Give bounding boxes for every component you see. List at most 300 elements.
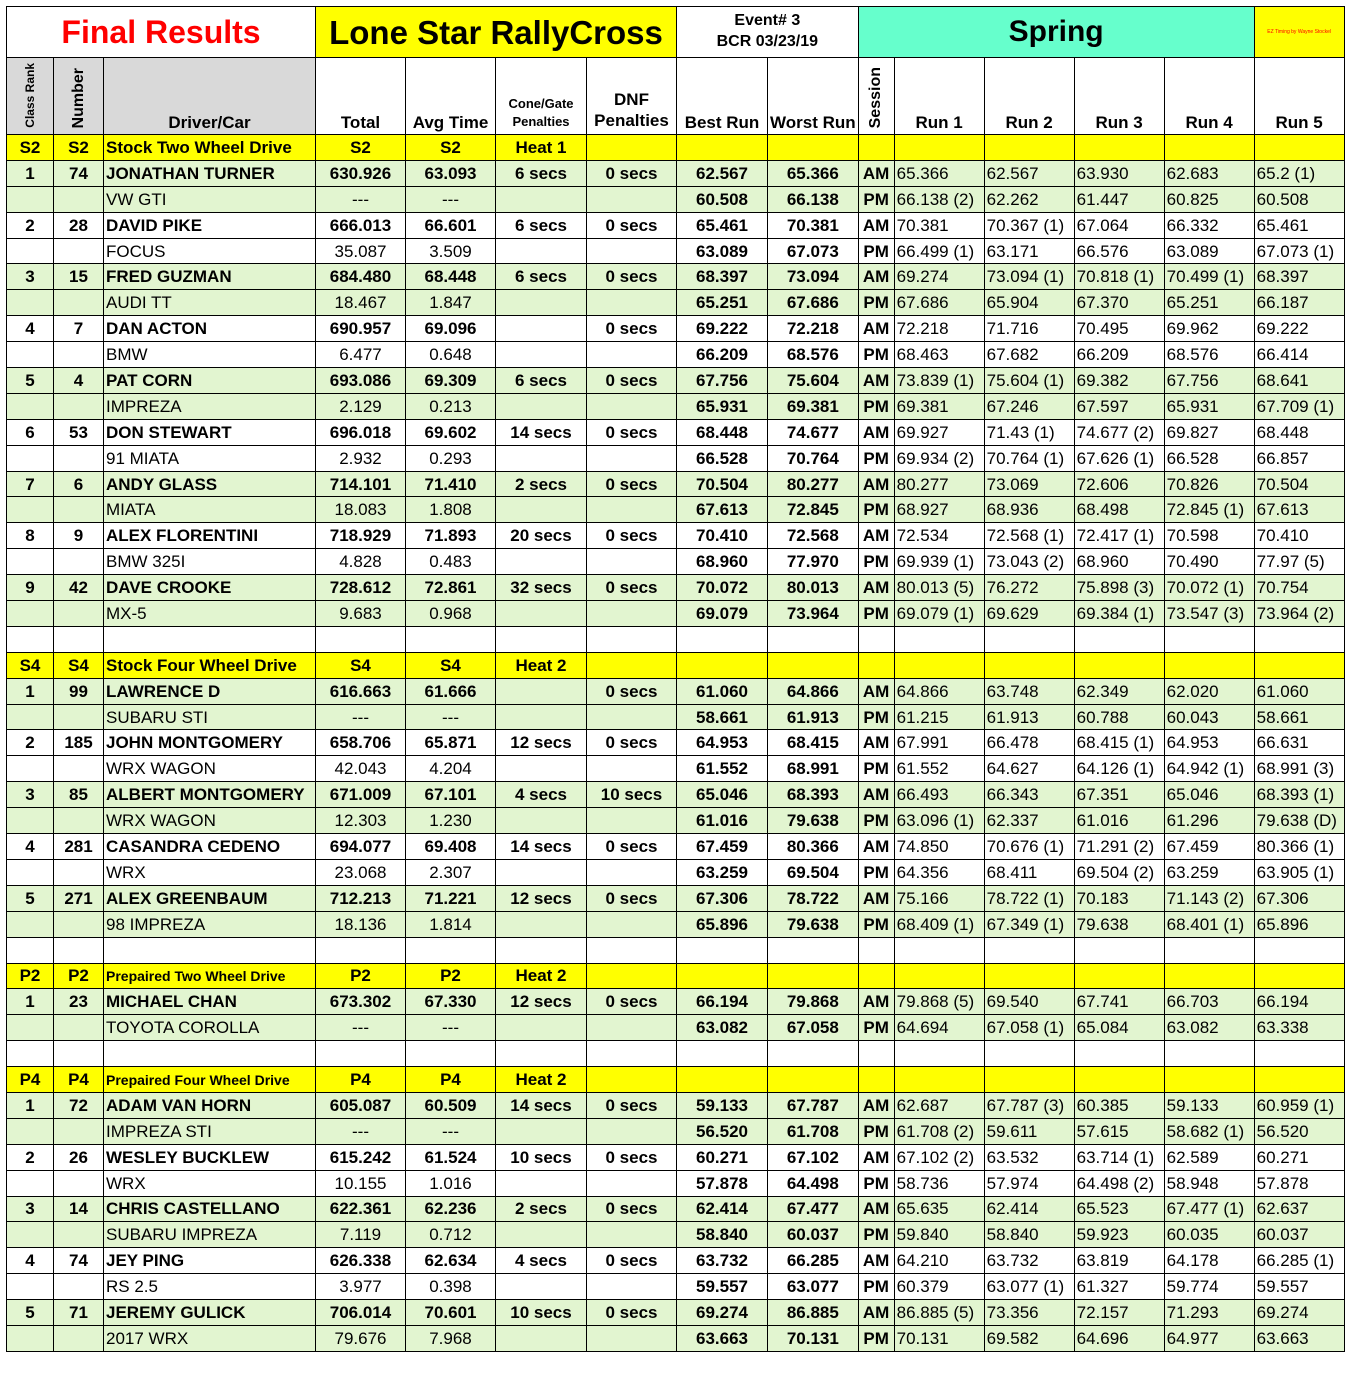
best-run: 69.274 <box>677 1300 768 1326</box>
run-time: 63.663 <box>1254 1325 1344 1351</box>
session-label: AM <box>858 1092 894 1118</box>
car-number: 6 <box>54 471 104 497</box>
session-label: AM <box>858 730 894 756</box>
best-run: 68.448 <box>677 419 768 445</box>
driver-row <box>7 989 1345 1015</box>
diff-avg: 1.814 <box>406 911 496 937</box>
run-time: 63.338 <box>1254 1015 1344 1041</box>
dnf-penalty: 0 secs <box>587 575 677 601</box>
worst-run: 67.073 <box>768 238 859 264</box>
run-time: 65.635 <box>894 1196 984 1222</box>
session-label: AM <box>858 419 894 445</box>
session-label: PM <box>858 601 894 627</box>
car-number: 99 <box>54 678 104 704</box>
col-dnf: DNF Penalties <box>587 58 677 135</box>
avg-time: 70.601 <box>406 1300 496 1326</box>
class-header-blank <box>1254 652 1344 678</box>
driver-name: JOHN MONTGOMERY <box>104 730 316 756</box>
blank-cell <box>1074 1041 1164 1067</box>
driver-name: ANDY GLASS <box>104 471 316 497</box>
blank-cell <box>587 1170 677 1196</box>
session-label: AM <box>858 989 894 1015</box>
run-time: 63.930 <box>1074 160 1164 186</box>
blank-cell <box>7 186 54 212</box>
run-time: 75.898 (3) <box>1074 575 1164 601</box>
blank-cell <box>7 859 54 885</box>
total-time: 718.929 <box>316 523 406 549</box>
blank-cell <box>677 1041 768 1067</box>
best-run: 60.508 <box>677 186 768 212</box>
blank-cell <box>7 1274 54 1300</box>
run-time: 63.819 <box>1074 1248 1164 1274</box>
dnf-penalty: 0 secs <box>587 1300 677 1326</box>
run-time: 63.171 <box>984 238 1074 264</box>
avg-time: 61.524 <box>406 1144 496 1170</box>
blank-cell <box>587 1041 677 1067</box>
run-time: 62.262 <box>984 186 1074 212</box>
session-label: AM <box>858 316 894 342</box>
best-run: 57.878 <box>677 1170 768 1196</box>
diff-total: 2.129 <box>316 393 406 419</box>
cone-penalty: 14 secs <box>496 834 587 860</box>
run-time: 64.977 <box>1164 1325 1254 1351</box>
run-time: 62.683 <box>1164 160 1254 186</box>
car-name: TOYOTA COROLLA <box>104 1015 316 1041</box>
blank-cell <box>496 393 587 419</box>
session-label: PM <box>858 393 894 419</box>
best-run: 67.306 <box>677 885 768 911</box>
diff-avg: 7.968 <box>406 1325 496 1351</box>
driver-name: JEREMY GULICK <box>104 1300 316 1326</box>
class-rank: 4 <box>7 1248 54 1274</box>
car-row <box>7 238 1345 264</box>
diff-total: --- <box>316 1015 406 1041</box>
blank-cell <box>7 1170 54 1196</box>
class-rank: 3 <box>7 1196 54 1222</box>
blank-cell <box>587 808 677 834</box>
run-time: 65.084 <box>1074 1015 1164 1041</box>
blank-cell <box>496 1118 587 1144</box>
class-rank: 4 <box>7 316 54 342</box>
diff-total: 18.083 <box>316 497 406 523</box>
worst-run: 66.138 <box>768 186 859 212</box>
worst-run: 79.638 <box>768 808 859 834</box>
best-run: 65.251 <box>677 290 768 316</box>
run-time: 72.568 (1) <box>984 523 1074 549</box>
session-label: AM <box>858 1144 894 1170</box>
run-time: 71.43 (1) <box>984 419 1074 445</box>
blank-cell <box>54 626 104 652</box>
run-time: 70.764 (1) <box>984 445 1074 471</box>
run-time: 67.626 (1) <box>1074 445 1164 471</box>
driver-name: FRED GUZMAN <box>104 264 316 290</box>
driver-name: WESLEY BUCKLEW <box>104 1144 316 1170</box>
blank-cell <box>7 393 54 419</box>
driver-name: CASANDRA CEDENO <box>104 834 316 860</box>
run-time: 70.131 <box>894 1325 984 1351</box>
class-rank: 9 <box>7 575 54 601</box>
car-name: WRX WAGON <box>104 808 316 834</box>
worst-run: 70.764 <box>768 445 859 471</box>
run-time: 66.332 <box>1164 212 1254 238</box>
run-time: 78.722 (1) <box>984 885 1074 911</box>
worst-run: 73.094 <box>768 264 859 290</box>
blank-cell <box>316 1041 406 1067</box>
class-code: S2 <box>406 135 496 161</box>
run-time: 64.694 <box>894 1015 984 1041</box>
diff-total: 18.467 <box>316 290 406 316</box>
run-time: 68.448 <box>1254 419 1344 445</box>
diff-total: 10.155 <box>316 1170 406 1196</box>
driver-row <box>7 678 1345 704</box>
blank-cell <box>768 937 859 963</box>
best-run: 61.060 <box>677 678 768 704</box>
diff-avg: 1.808 <box>406 497 496 523</box>
session-label: AM <box>858 885 894 911</box>
run-time: 65.523 <box>1074 1196 1164 1222</box>
class-code: P4 <box>54 1067 104 1093</box>
class-name: Prepaired Two Wheel Drive <box>104 963 316 989</box>
blank-cell <box>1074 937 1164 963</box>
total-time: 694.077 <box>316 834 406 860</box>
run-time: 73.094 (1) <box>984 264 1074 290</box>
run-time: 66.478 <box>984 730 1074 756</box>
car-number: 14 <box>54 1196 104 1222</box>
run-time: 66.414 <box>1254 342 1344 368</box>
blank-cell <box>1254 626 1344 652</box>
worst-run: 79.868 <box>768 989 859 1015</box>
run-time: 64.356 <box>894 859 984 885</box>
run-time: 71.716 <box>984 316 1074 342</box>
run-time: 60.271 <box>1254 1144 1344 1170</box>
best-run: 59.557 <box>677 1274 768 1300</box>
run-time: 74.850 <box>894 834 984 860</box>
worst-run: 67.102 <box>768 1144 859 1170</box>
session-label: AM <box>858 834 894 860</box>
blank-cell <box>316 626 406 652</box>
col-avg: Avg Time <box>406 58 496 135</box>
driver-name: CHRIS CASTELLANO <box>104 1196 316 1222</box>
dnf-penalty: 0 secs <box>587 160 677 186</box>
run-time: 63.732 <box>984 1248 1074 1274</box>
diff-total: 12.303 <box>316 808 406 834</box>
dnf-penalty: 0 secs <box>587 989 677 1015</box>
class-code: P2 <box>316 963 406 989</box>
best-run: 61.552 <box>677 756 768 782</box>
run-time: 61.447 <box>1074 186 1164 212</box>
session-label: PM <box>858 1118 894 1144</box>
class-rank: 5 <box>7 1300 54 1326</box>
class-rank: 1 <box>7 678 54 704</box>
driver-row <box>7 160 1345 186</box>
dnf-penalty: 0 secs <box>587 419 677 445</box>
run-time: 64.953 <box>1164 730 1254 756</box>
class-code: P4 <box>7 1067 54 1093</box>
cone-penalty: 4 secs <box>496 1248 587 1274</box>
blank-cell <box>496 549 587 575</box>
driver-row <box>7 782 1345 808</box>
best-run: 65.461 <box>677 212 768 238</box>
class-header-blank <box>677 963 768 989</box>
blank-cell <box>496 445 587 471</box>
dnf-penalty: 0 secs <box>587 1196 677 1222</box>
driver-name: DAVE CROOKE <box>104 575 316 601</box>
worst-run: 80.366 <box>768 834 859 860</box>
diff-total: 35.087 <box>316 238 406 264</box>
worst-run: 69.504 <box>768 859 859 885</box>
run-time: 66.576 <box>1074 238 1164 264</box>
blank-cell <box>587 1325 677 1351</box>
run-time: 80.366 (1) <box>1254 834 1344 860</box>
worst-run: 68.991 <box>768 756 859 782</box>
driver-row <box>7 212 1345 238</box>
worst-run: 64.498 <box>768 1170 859 1196</box>
run-time: 58.948 <box>1164 1170 1254 1196</box>
session-label: PM <box>858 497 894 523</box>
run-time: 64.866 <box>894 678 984 704</box>
blank-cell <box>7 290 54 316</box>
blank-cell <box>54 937 104 963</box>
blank-cell <box>7 445 54 471</box>
session-label: AM <box>858 575 894 601</box>
car-name: FOCUS <box>104 238 316 264</box>
driver-row <box>7 1196 1345 1222</box>
run-time: 61.913 <box>984 704 1074 730</box>
run-time: 61.296 <box>1164 808 1254 834</box>
car-number: 185 <box>54 730 104 756</box>
run-time: 60.037 <box>1254 1222 1344 1248</box>
diff-total: 18.136 <box>316 911 406 937</box>
diff-avg: 2.307 <box>406 859 496 885</box>
cone-penalty: 14 secs <box>496 1092 587 1118</box>
blank-cell <box>54 1170 104 1196</box>
cone-penalty <box>496 678 587 704</box>
run-time: 60.788 <box>1074 704 1164 730</box>
blank-cell <box>587 393 677 419</box>
class-header-blank <box>1164 1067 1254 1093</box>
col-total: Total <box>316 58 406 135</box>
class-header-blank <box>894 1067 984 1093</box>
car-name: IMPREZA STI <box>104 1118 316 1144</box>
blank-cell <box>406 937 496 963</box>
blank-cell <box>7 1015 54 1041</box>
worst-run: 74.677 <box>768 419 859 445</box>
worst-run: 68.415 <box>768 730 859 756</box>
event-info <box>677 7 859 58</box>
blank-cell <box>104 1041 316 1067</box>
worst-run: 72.218 <box>768 316 859 342</box>
blank-cell <box>496 342 587 368</box>
car-row <box>7 1170 1345 1196</box>
run-time: 64.942 (1) <box>1164 756 1254 782</box>
session-label: AM <box>858 264 894 290</box>
class-header-blank <box>984 963 1074 989</box>
run-time: 67.459 <box>1164 834 1254 860</box>
run-time: 68.576 <box>1164 342 1254 368</box>
blank-cell <box>587 626 677 652</box>
blank-cell <box>677 937 768 963</box>
blank-cell <box>7 626 54 652</box>
best-run: 67.756 <box>677 368 768 394</box>
run-time: 67.613 <box>1254 497 1344 523</box>
run-time: 69.504 (2) <box>1074 859 1164 885</box>
cone-penalty: 12 secs <box>496 885 587 911</box>
cone-penalty: 20 secs <box>496 523 587 549</box>
heat-label: Heat 2 <box>496 1067 587 1093</box>
run-time: 57.878 <box>1254 1170 1344 1196</box>
run-time: 64.696 <box>1074 1325 1164 1351</box>
session-label: PM <box>858 1222 894 1248</box>
run-time: 67.709 (1) <box>1254 393 1344 419</box>
worst-run: 61.708 <box>768 1118 859 1144</box>
avg-time: 71.410 <box>406 471 496 497</box>
worst-run: 70.131 <box>768 1325 859 1351</box>
car-name: RS 2.5 <box>104 1274 316 1300</box>
run-time: 69.274 <box>1254 1300 1344 1326</box>
blank-cell <box>587 911 677 937</box>
diff-avg: 4.204 <box>406 756 496 782</box>
diff-total: 2.932 <box>316 445 406 471</box>
best-run: 63.732 <box>677 1248 768 1274</box>
blank-cell <box>587 186 677 212</box>
blank-cell <box>496 1015 587 1041</box>
class-rank: 1 <box>7 989 54 1015</box>
run-time: 67.102 (2) <box>894 1144 984 1170</box>
run-time: 69.381 <box>894 393 984 419</box>
best-run: 66.209 <box>677 342 768 368</box>
session-label: PM <box>858 1170 894 1196</box>
driver-row <box>7 316 1345 342</box>
run-time: 59.133 <box>1164 1092 1254 1118</box>
car-name: 2017 WRX <box>104 1325 316 1351</box>
avg-time: 72.861 <box>406 575 496 601</box>
class-header-blank <box>587 1067 677 1093</box>
col-cone: Cone/Gate Penalties <box>496 58 587 135</box>
class-rank: 5 <box>7 368 54 394</box>
diff-total: 79.676 <box>316 1325 406 1351</box>
best-run: 63.663 <box>677 1325 768 1351</box>
session-label: PM <box>858 290 894 316</box>
best-run: 65.896 <box>677 911 768 937</box>
class-header-blank <box>858 1067 894 1093</box>
run-time: 72.845 (1) <box>1164 497 1254 523</box>
blank-cell <box>496 1222 587 1248</box>
car-row <box>7 549 1345 575</box>
run-time: 74.677 (2) <box>1074 419 1164 445</box>
run-time: 60.825 <box>1164 186 1254 212</box>
worst-run: 66.285 <box>768 1248 859 1274</box>
best-run: 63.259 <box>677 859 768 885</box>
car-name: MIATA <box>104 497 316 523</box>
avg-time: 71.221 <box>406 885 496 911</box>
driver-name: LAWRENCE D <box>104 678 316 704</box>
session-label: PM <box>858 756 894 782</box>
final-results-title: Final Results <box>7 7 316 58</box>
heat-label: Heat 2 <box>496 963 587 989</box>
driver-name: ALBERT MONTGOMERY <box>104 782 316 808</box>
car-name: VW GTI <box>104 186 316 212</box>
blank-cell <box>587 445 677 471</box>
run-time: 68.415 (1) <box>1074 730 1164 756</box>
run-time: 66.857 <box>1254 445 1344 471</box>
run-time: 65.896 <box>1254 911 1344 937</box>
car-number: 74 <box>54 1248 104 1274</box>
run-time: 68.936 <box>984 497 1074 523</box>
class-code: P2 <box>406 963 496 989</box>
driver-name: JEY PING <box>104 1248 316 1274</box>
blank-row <box>7 937 1345 963</box>
worst-run: 77.970 <box>768 549 859 575</box>
cone-penalty: 32 secs <box>496 575 587 601</box>
worst-run: 67.058 <box>768 1015 859 1041</box>
avg-time: 67.101 <box>406 782 496 808</box>
blank-cell <box>7 937 54 963</box>
class-name: Stock Four Wheel Drive <box>104 652 316 678</box>
car-name: WRX <box>104 1170 316 1196</box>
driver-name: JONATHAN TURNER <box>104 160 316 186</box>
run-time: 77.97 (5) <box>1254 549 1344 575</box>
blank-cell <box>7 1325 54 1351</box>
blank-cell <box>496 497 587 523</box>
car-row <box>7 342 1345 368</box>
session-label: AM <box>858 1248 894 1274</box>
run-time: 65.046 <box>1164 782 1254 808</box>
class-code: S4 <box>7 652 54 678</box>
diff-total: 9.683 <box>316 601 406 627</box>
class-rank: 5 <box>7 885 54 911</box>
best-run: 70.504 <box>677 471 768 497</box>
best-run: 63.082 <box>677 1015 768 1041</box>
car-row <box>7 445 1345 471</box>
blank-cell <box>858 626 894 652</box>
session-label: AM <box>858 1300 894 1326</box>
cone-penalty: 2 secs <box>496 1196 587 1222</box>
run-time: 79.868 (5) <box>894 989 984 1015</box>
class-header-blank <box>587 135 677 161</box>
session-label: AM <box>858 523 894 549</box>
worst-run: 70.381 <box>768 212 859 238</box>
event-name-title: Lone Star RallyCross <box>316 7 677 58</box>
run-time: 68.960 <box>1074 549 1164 575</box>
run-time: 73.839 (1) <box>894 368 984 394</box>
diff-total: --- <box>316 1118 406 1144</box>
timing-credit: EZ Timing by Wayne Stockel <box>1254 7 1344 58</box>
diff-total: 3.977 <box>316 1274 406 1300</box>
run-time: 58.736 <box>894 1170 984 1196</box>
session-label: PM <box>858 1015 894 1041</box>
run-time: 63.096 (1) <box>894 808 984 834</box>
dnf-penalty: 0 secs <box>587 264 677 290</box>
blank-cell <box>7 756 54 782</box>
run-time: 62.020 <box>1164 678 1254 704</box>
blank-cell <box>54 1222 104 1248</box>
worst-run: 73.964 <box>768 601 859 627</box>
total-time: 605.087 <box>316 1092 406 1118</box>
class-header-blank <box>1164 652 1254 678</box>
run-time: 70.499 (1) <box>1164 264 1254 290</box>
blank-cell <box>496 859 587 885</box>
run-time: 67.073 (1) <box>1254 238 1344 264</box>
blank-cell <box>496 911 587 937</box>
car-name: AUDI TT <box>104 290 316 316</box>
session-label: PM <box>858 808 894 834</box>
best-run: 62.567 <box>677 160 768 186</box>
blank-cell <box>54 1274 104 1300</box>
session-label: PM <box>858 911 894 937</box>
run-time: 68.498 <box>1074 497 1164 523</box>
run-time: 70.410 <box>1254 523 1344 549</box>
diff-avg: 0.398 <box>406 1274 496 1300</box>
